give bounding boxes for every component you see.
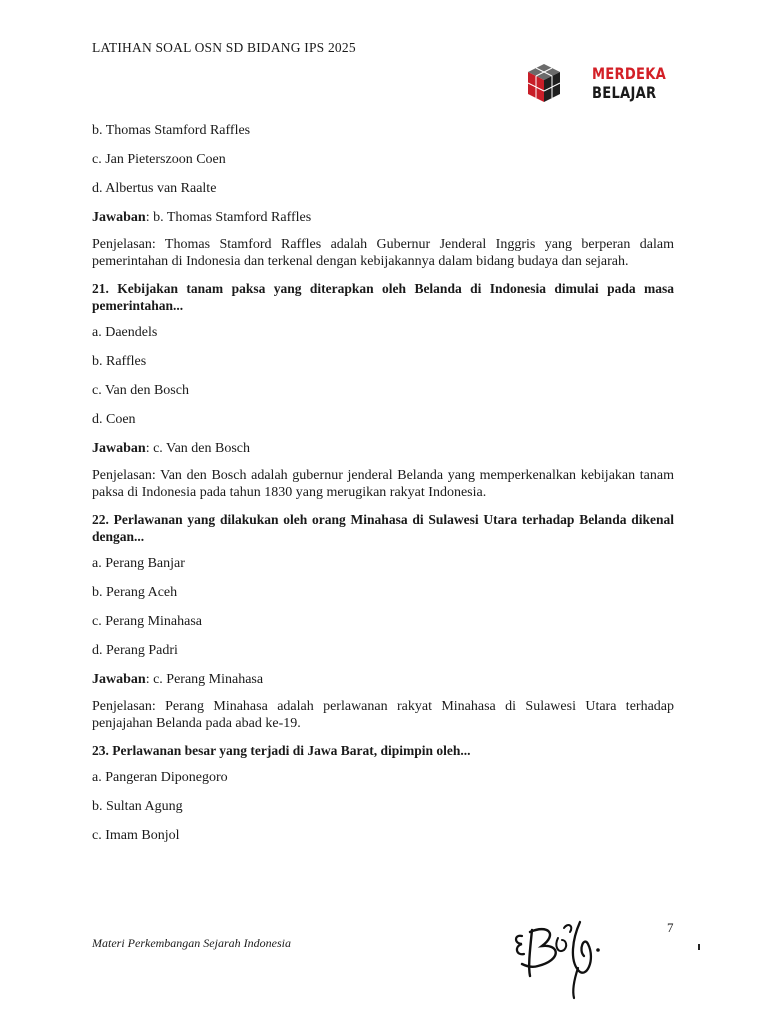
answer-label: Jawaban [92, 672, 146, 687]
document-body [92, 122, 674, 856]
option-item: a. Daendels [92, 325, 158, 340]
page-number: 7 [667, 920, 674, 935]
page-header-title: LATIHAN SOAL OSN SD BIDANG IPS 2025 [92, 40, 356, 55]
footer-subject: Materi Perkembangan Sejarah Indonesia [92, 936, 291, 950]
answer-line [92, 440, 674, 458]
option-item: a. Pangeran Diponegoro [92, 770, 228, 785]
option-item: c. Jan Pieterszoon Coen [92, 152, 226, 167]
option-item: c. Van den Bosch [92, 383, 189, 398]
answer-label: Jawaban [92, 210, 146, 225]
explanation-paragraph: Penjelasan: Van den Bosch adalah gubernur jenderal Belanda yang memperkenalkan kebijakan tanam paksa di Indonesia pada tahun 1830 yang merugikan rakyat Indonesia. [92, 468, 674, 500]
answer-line [92, 671, 674, 689]
option-item: b. Thomas Stamford Raffles [92, 123, 251, 138]
merdeka-belajar-logo [522, 62, 667, 106]
handwritten-signature-icon [508, 910, 618, 1000]
cube-logo-icon [522, 62, 566, 106]
option-item: b. Raffles [92, 354, 147, 369]
explanation-paragraph: Penjelasan: Thomas Stamford Raffles adalah Gubernur Jenderal Inggris yang berperan dalam pemerintahan di Indonesia dan terkenal dengan kebijakannya dalam bidang budaya dan sejarah. [92, 237, 674, 269]
answer-text: : c. Van den Bosch [145, 441, 251, 456]
option-item: d. Coen [92, 412, 136, 427]
margin-mark [698, 944, 700, 950]
question-21: 21. Kebijakan tanam paksa yang diterapkan oleh Belanda di Indonesia dimulai pada masa pemerintahan... [92, 281, 674, 313]
answer-text: : b. Thomas Stamford Raffles [145, 210, 312, 225]
question-23: 23. Perlawanan besar yang terjadi di Jawa Barat, dipimpin oleh... [92, 743, 471, 758]
answer-label: Jawaban [92, 441, 146, 456]
option-item: c. Perang Minahasa [92, 614, 203, 629]
option-item: a. Perang Banjar [92, 556, 185, 571]
question-22: 22. Perlawanan yang dilakukan oleh orang Minahasa di Sulawesi Utara terhadap Belanda dikenal dengan... [92, 512, 674, 544]
option-item: b. Perang Aceh [92, 585, 178, 600]
logo-text-belajar: BELAJAR [592, 83, 657, 102]
logo-text-merdeka: MERDEKA [592, 64, 667, 83]
option-item: d. Albertus van Raalte [92, 181, 217, 196]
answer-text: : c. Perang Minahasa [145, 672, 264, 687]
option-item: c. Imam Bonjol [92, 828, 180, 843]
option-item: b. Sultan Agung [92, 799, 183, 814]
answer-line [92, 209, 674, 227]
explanation-paragraph: Penjelasan: Perang Minahasa adalah perlawanan rakyat Minahasa di Sulawesi Utara terhadap penjajahan Belanda pada abad ke-19. [92, 699, 674, 731]
option-item: d. Perang Padri [92, 643, 178, 658]
